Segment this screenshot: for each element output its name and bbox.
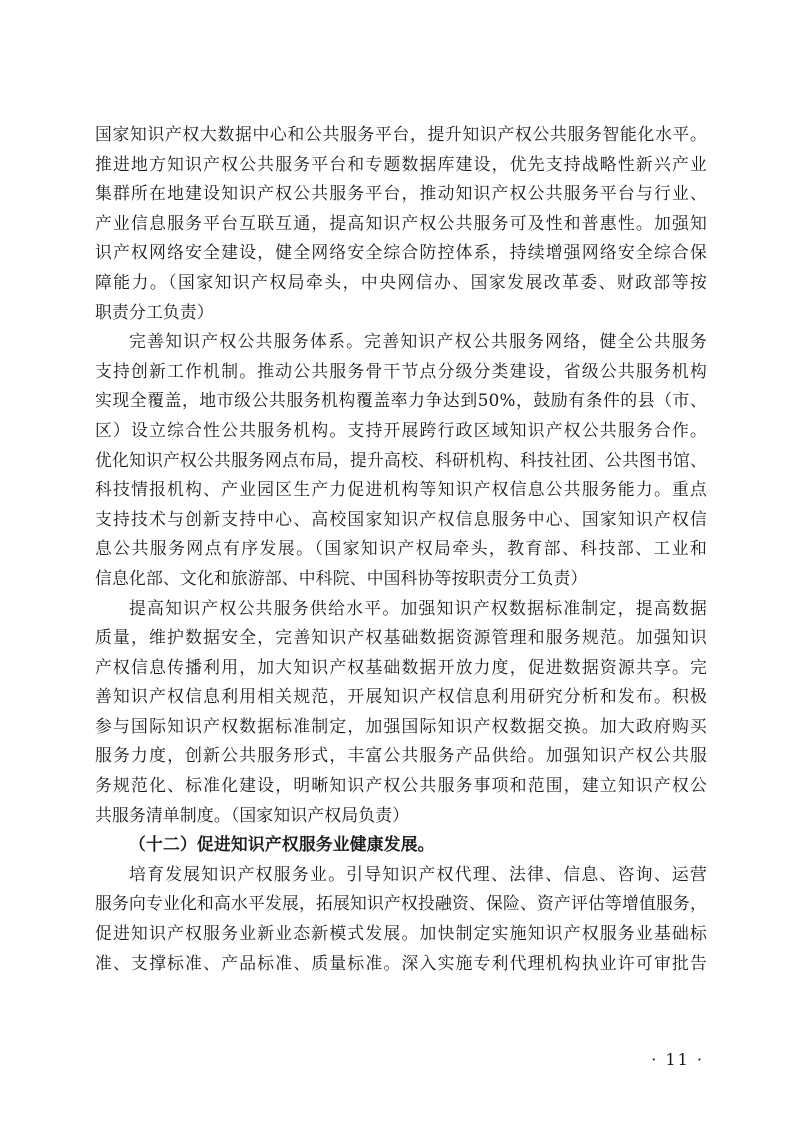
text-line: 识产权网络安全建设，健全网络安全综合防控体系，持续增强网络安全综合保 xyxy=(95,242,707,263)
text-line: 实现全覆盖，地市级公共服务机构覆盖率力争达到50%，鼓励有条件的县（市、 xyxy=(95,390,707,411)
text-line: 推进地方知识产权公共服务平台和专题数据库建设，优先支持战略性新兴产业 xyxy=(95,153,707,174)
paragraph-start-line: 完善知识产权公共服务体系。完善知识产权公共服务网络，健全公共服务 xyxy=(129,331,707,352)
text-line: 息公共服务网点有序发展。（国家知识产权局牵头，教育部、科技部、工业和 xyxy=(95,538,707,559)
text-line: 参与国际知识产权数据标准制定，加强国际知识产权数据交换。加大政府购买 xyxy=(95,715,707,736)
text-line: 准、支撑标准、产品标准、质量标准。深入实施专利代理机构执业许可审批告 xyxy=(95,952,707,973)
paragraph-start-line: 提高知识产权公共服务供给水平。加强知识产权数据标准制定，提高数据 xyxy=(129,597,707,618)
text-line: 务规范化、标准化建设，明晰知识产权公共服务事项和范围，建立知识产权公 xyxy=(95,775,707,796)
text-line: 职责分工负责） xyxy=(95,301,214,322)
text-line: 服务力度，创新公共服务形式，丰富公共服务产品供给。加强知识产权公共服 xyxy=(95,745,707,766)
page-number: · 11 · xyxy=(651,1050,704,1069)
text-line: 产业信息服务平台互联互通，提高知识产权公共服务可及性和普惠性。加强知 xyxy=(95,212,707,233)
text-line: 支持创新工作机制。推动公共服务骨干节点分级分类建设，省级公共服务机构 xyxy=(95,360,707,381)
document-body xyxy=(95,120,707,978)
text-line: 支持技术与创新支持中心、高校国家知识产权信息服务中心、国家知识产权信 xyxy=(95,508,707,529)
text-line: 信息化部、文化和旅游部、中科院、中国科协等按职责分工负责） xyxy=(95,567,588,588)
text-line: 共服务清单制度。（国家知识产权局负责） xyxy=(95,804,410,825)
text-line: 促进知识产权服务业新业态新模式发展。加快制定实施知识产权服务业基础标 xyxy=(95,923,707,944)
text-line: 国家知识产权大数据中心和公共服务平台，提升知识产权公共服务智能化水平。 xyxy=(95,124,707,144)
section-heading: （十二）促进知识产权服务业健康发展。 xyxy=(129,834,435,855)
text-line: 科技情报机构、产业园区生产力促进机构等知识产权信息公共服务能力。重点 xyxy=(95,479,707,500)
text-line: 区）设立综合性公共服务机构。支持开展跨行政区域知识产权公共服务合作。 xyxy=(95,419,707,440)
text-line: 服务向专业化和高水平发展，拓展知识产权投融资、保险、资产评估等增值服务， xyxy=(95,893,707,914)
paragraph-start-line: 培育发展知识产权服务业。引导知识产权代理、法律、信息、咨询、运营 xyxy=(129,863,707,884)
text-line: 善知识产权信息利用相关规范，开展知识产权信息利用研究分析和发布。积极 xyxy=(95,686,707,707)
text-line: 集群所在地建设知识产权公共服务平台，推动知识产权公共服务平台与行业、 xyxy=(95,183,707,204)
text-line: 质量，维护数据安全，完善知识产权基础数据资源管理和服务规范。加强知识 xyxy=(95,627,707,648)
text-line: 优化知识产权公共服务网点布局，提升高校、科研机构、科技社团、公共图书馆、 xyxy=(95,449,707,470)
text-line: 产权信息传播利用，加大知识产权基础数据开放力度，促进数据资源共享。完 xyxy=(95,656,707,677)
text-line: 障能力。（国家知识产权局牵头，中央网信办、国家发展改革委、财政部等按 xyxy=(95,271,707,292)
